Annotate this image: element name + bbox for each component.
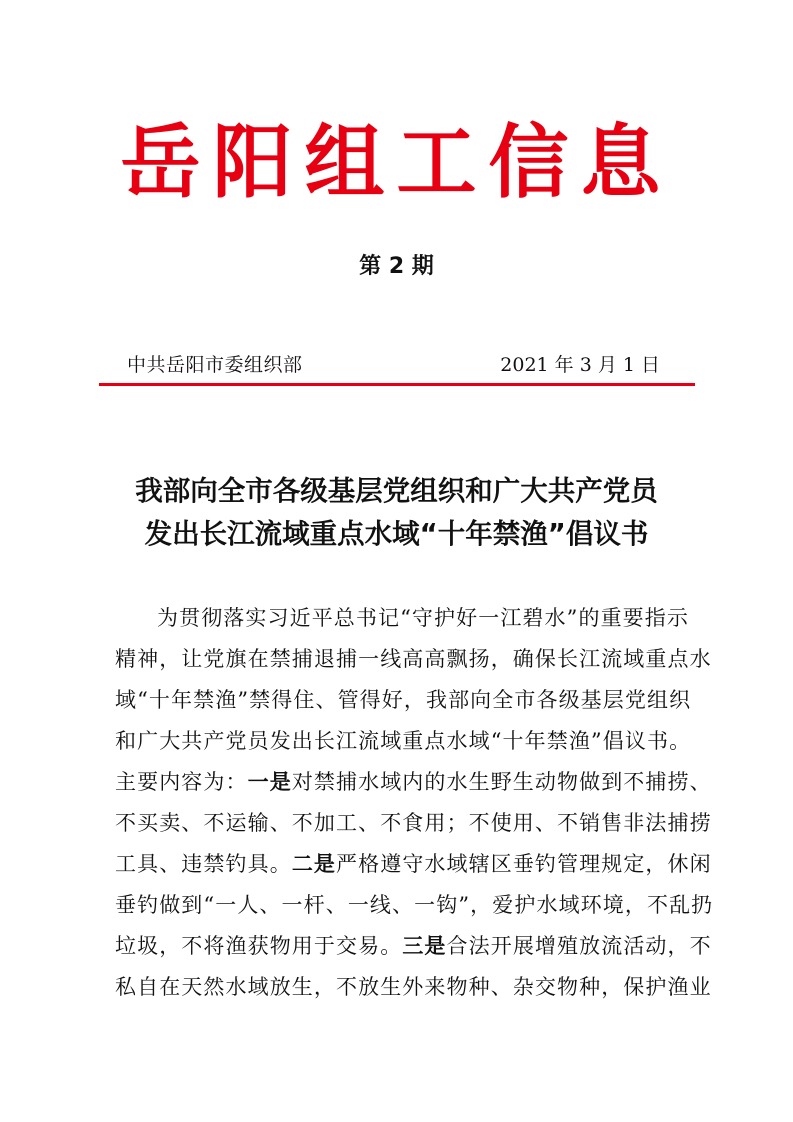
body-line-text: 和广大共产党员发出长江流域重点水域“十年禁渔”倡议书。 bbox=[115, 729, 692, 753]
point-label-two: 二是 bbox=[291, 852, 337, 876]
issuing-organization: 中共岳阳市委组织部 bbox=[127, 354, 303, 376]
body-line-text: 严格遵守水域辖区垂钓管理规定，休闲 bbox=[336, 852, 712, 876]
body-line bbox=[115, 803, 712, 844]
article-headline bbox=[0, 470, 793, 556]
body-line-text: 精神，让党旗在禁捕退捕一线高高飘扬，确保长江流域重点水 bbox=[115, 647, 712, 671]
body-line bbox=[115, 721, 692, 762]
headline-line-2: 发出长江流域重点水域“十年禁渔”倡议书 bbox=[144, 518, 649, 550]
red-divider-rule bbox=[99, 383, 695, 386]
body-line-text: 合法开展增殖放流活动，不 bbox=[446, 934, 712, 958]
body-line bbox=[115, 639, 712, 680]
body-line-text: 对禁捕水域内的水生野生动物做到不捕捞、 bbox=[291, 770, 712, 794]
headline-line-1: 我部向全市各级基层党组织和广大共产党员 bbox=[135, 475, 658, 507]
article-body bbox=[115, 598, 714, 1008]
body-line-text: 垃圾，不将渔获物用于交易。 bbox=[115, 934, 403, 958]
body-line-text: 私自在天然水域放生，不放生外来物种、杂交物种，保护渔业 bbox=[115, 975, 712, 999]
issue-number: 第 2 期 bbox=[359, 254, 434, 279]
body-line-text: 垂钓做到“一人、一杆、一线、一钩”，爱护水域环境，不乱扔 bbox=[115, 893, 714, 917]
body-line bbox=[115, 680, 692, 721]
body-line-text: 工具、违禁钓具。 bbox=[115, 852, 292, 876]
masthead-title: 岳阳组工信息 bbox=[120, 115, 673, 209]
body-line bbox=[115, 762, 712, 803]
body-line bbox=[115, 885, 714, 926]
body-line-text: 不买卖、不运输、不加工、不食用；不使用、不销售非法捕捞 bbox=[115, 811, 712, 835]
point-label-one: 一是 bbox=[247, 770, 292, 794]
body-line bbox=[115, 967, 712, 1008]
point-label-three: 三是 bbox=[402, 934, 447, 958]
body-line-text: 为贯彻落实习近平总书记“守护好一江碧水”的重要指示 bbox=[157, 606, 689, 630]
body-line-text: 主要内容为： bbox=[115, 770, 248, 794]
body-line-text: 域“十年禁渔”禁得住、管得好，我部向全市各级基层党组织 bbox=[115, 688, 692, 712]
body-line bbox=[115, 598, 689, 639]
body-line bbox=[115, 926, 712, 967]
body-line bbox=[115, 844, 712, 885]
issue-date: 2021 年 3 月 1 日 bbox=[500, 354, 660, 376]
